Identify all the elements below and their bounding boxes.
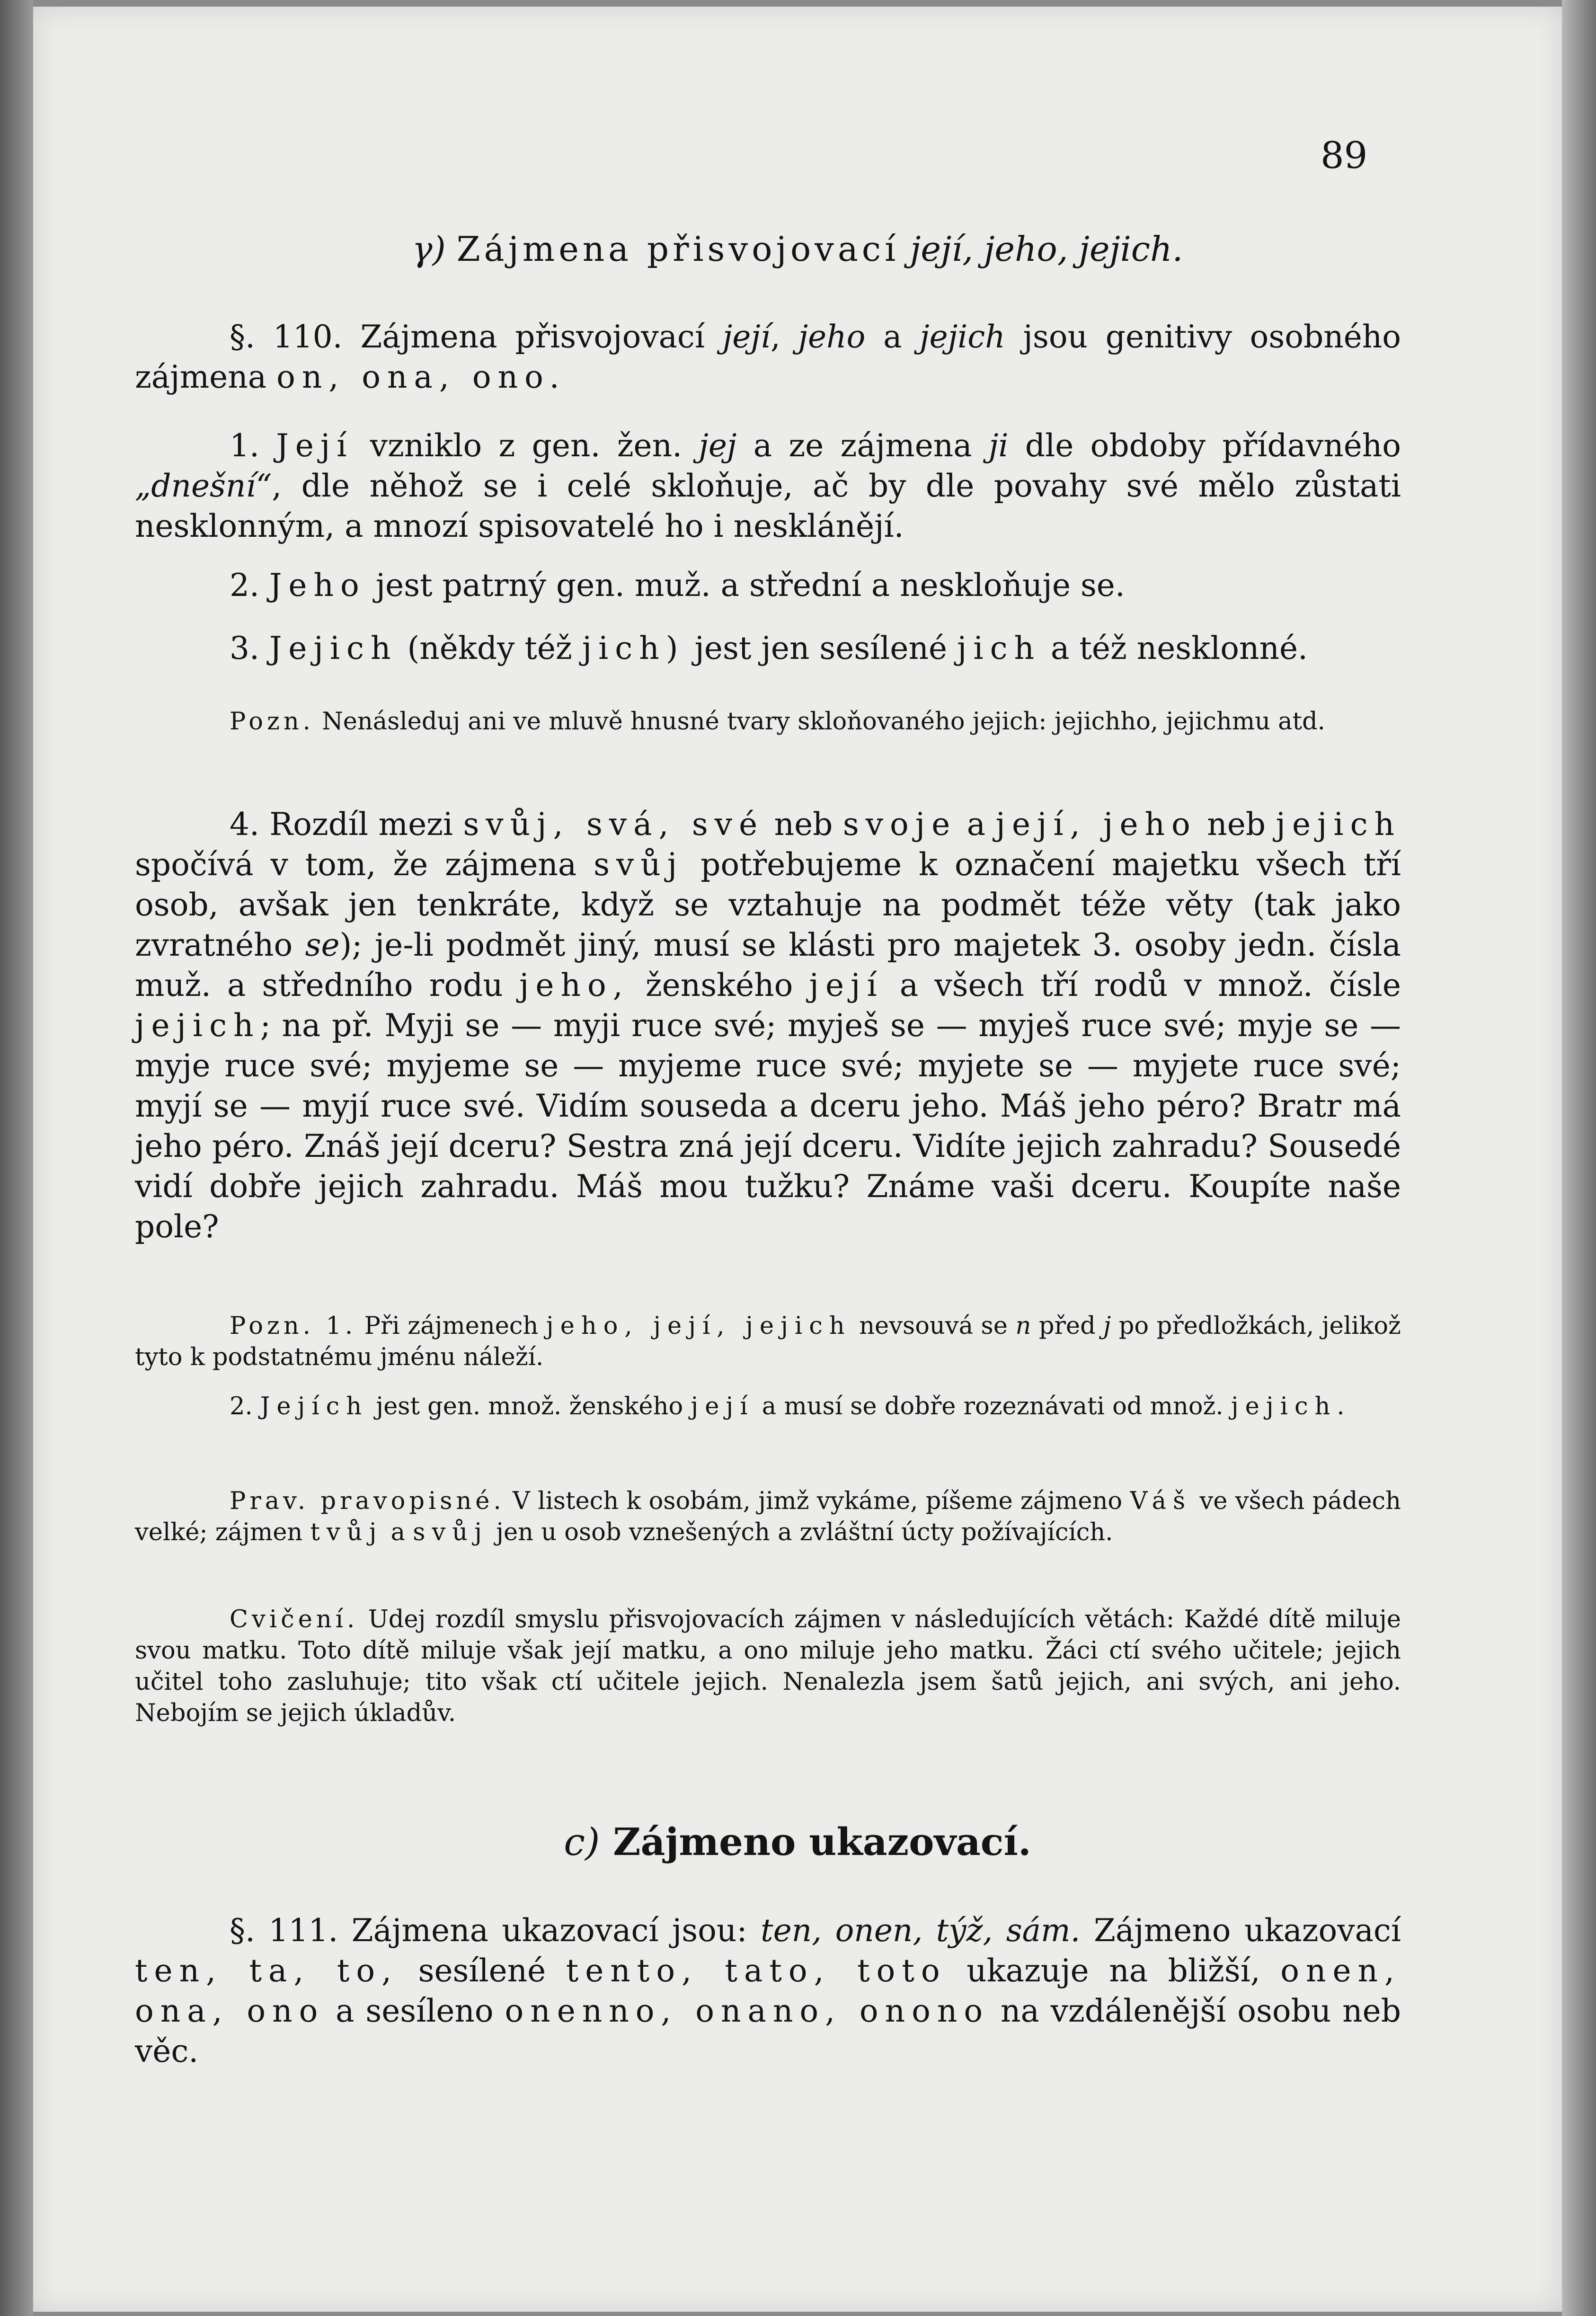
note-pozn-2: 2. Jejích jest gen. množ. ženského její a musí se dobře rozeznávati od množ. jejich. xyxy=(230,1393,1351,1420)
item-2: 2. Jeho jest patrný gen. muž. a střední a neskloňuje se. xyxy=(230,567,1125,603)
section-heading: Zájmeno ukazovací. xyxy=(613,1819,1031,1864)
subheading-words: její, jeho, jejich. xyxy=(910,229,1183,269)
note-pravopis: Prav. pravopisné. V listech k osobám, jimž vykáme, píšeme zájmeno Váš ve všech pádech velké; zájmen tvůj a svůj jen u osob vznešených a zvláštní úcty požívajících. xyxy=(135,1487,1401,1546)
scan-right-edge xyxy=(1562,0,1596,2316)
subheading-marker: γ) xyxy=(412,229,446,269)
item-1: 1. Její vzniklo z gen. žen. jej a ze zájmena ji dle obdoby přídavného „dnešní“, dle něhož se i celé skloňuje, ač by dle povahy své mělo zůstati nesklonným, a mnozí spisovatelé ho i nesklánějí. xyxy=(135,427,1401,544)
book-page xyxy=(33,7,1562,2312)
note-pozn: Pozn. Nenásleduj ani ve mluvě hnusné tvary skloňovaného jejich: jejichho, jejichmu atd. xyxy=(230,708,1325,736)
page-number: 89 xyxy=(1321,134,1368,177)
note-pozn-1: Pozn. 1. Při zájmenech jeho, její, jejich nevsouvá se n před j po předložkách, jelikož tyto k podstatnému jménu náleží. xyxy=(135,1312,1401,1371)
paragraph-110: §. 110. Zájmena přisvojovací její, jeho a jejich jsou genitivy osobného zájmena on, ona, ono. xyxy=(135,319,1401,395)
section-marker: c) xyxy=(564,1820,600,1864)
subheading-lead: Zájmena přisvojovací xyxy=(456,229,900,269)
item-4: 4. Rozdíl mezi svůj, svá, své neb svoje a její, jeho neb jejich spočívá v tom, že zájmena svůj potřebujeme k označení majetku všech tří osob, avšak jen tenkráte, když se vztahuje na podmět téže věty (tak jako zvratného se); je-li podmět jiný, musí se klásti pro majetek 3. osoby jedn. čísla muž. a středního rodu jeho, ženského její a všech tří rodů v množ. čísle jejich; na př. Myji se — myji ruce své; myješ se — myješ ruce své; myje se — myje ruce své; myjeme se — myjeme ruce své; myjete se — myjete ruce své; myjí se — myjí ruce své. Vidím souseda a dceru jeho. Máš jeho péro? Bratr má jeho péro. Znáš její dceru? Sestra zná její dceru. Vidíte jejich zahradu? Sousedé vidí dobře jejich zahradu. Máš mou tužku? Známe vaši dceru. Koupíte naše pole? xyxy=(135,806,1401,1245)
scan-left-edge xyxy=(0,0,33,2316)
exercise: Cvičení. Udej rozdíl smyslu přisvojovacích zájmen v následujících větách: Každé dítě miluje svou matku. Toto dítě miluje však její matku, a ono miluje jeho matku. Žáci ctí svého učitele; jejich učitel toho zasluhuje; tito však ctí učitele jejich. Nenalezla jsem šatů jejich, ani svých, ani jeho. Nebojím se jejich úkladův. xyxy=(135,1606,1401,1727)
paragraph-111: §. 111. Zájmena ukazovací jsou: ten, onen, týž, sám. Zájmeno ukazovací ten, ta, to, sesílené tento, tato, toto ukazuje na bližší, onen, ona, ono a sesíleno onenno, onano, onono na vzdálenější osobu neb věc. xyxy=(135,1912,1401,2069)
item-3: 3. Jejich (někdy též jich) jest jen sesílené jich a též nesklonné. xyxy=(230,630,1308,666)
section-title xyxy=(33,1819,1562,1864)
subheading xyxy=(33,229,1562,269)
